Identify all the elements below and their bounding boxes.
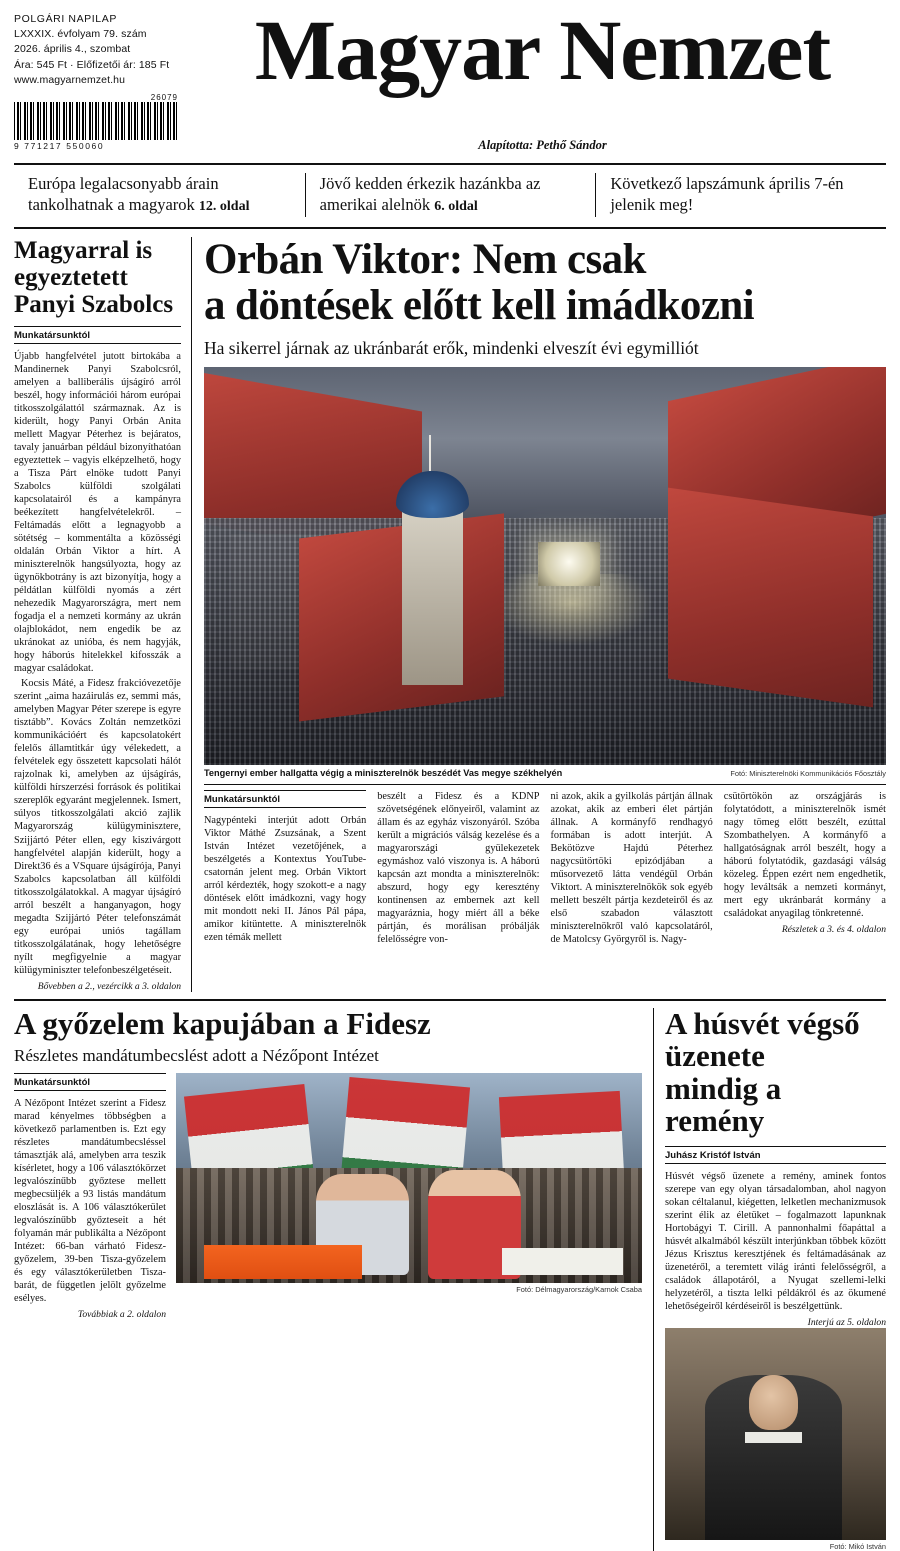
teaser-item-3[interactable] [595,173,886,217]
imprint [14,12,199,88]
masthead [14,2,886,157]
lead-photo-credit: Fotó: Miniszterelnöki Kommunikációs Főosztály [730,769,886,779]
teaser-text-3: Következő lapszámunk április 7-én jelenik meg! [610,173,844,215]
priest-head [749,1375,798,1430]
lead-headline-line-1: Orbán Viktor: Nem csak [204,235,646,283]
bottom-left-headline: A győzelem kapujában a Fidesz [14,1005,431,1041]
bottom-left-photo-block [176,1073,642,1320]
side-story-paragraph-2: Kocsis Máté, a Fidesz frakcióvezetője szerint „aima hazáirulás ez, semmi más, amelyben Magyar Péter szerepe is egyre tisztább”. Kovács Zoltán nemzetközi kommunikációért és kapcsolatokért felelős államtitkár úgy vélekedett, a felvételek egy összetett kapcsolati hálót rajzolnak ki, amelyben az újságírás, külföldi hírszerzési források és politikai szereplők egyaránt megjelennek. Ismert, súlyos titkosszolgálati akció zajlik Magyarország külügyminisztere, Szijjártó Péter ellen, egy kiszivárgott hangfelvétel alapján kiderült, hogy a Direkt36 és a VSquare újságírója, Panyi Szabolcs kapcsolatban áll külföldi titkosszolgálatokkal. A magyar újságíró arról beszélt a hanganyagon, hogy megadta Szijjártó Péter telefonszámát egy európai uniós tagállam titkosszolgálatának, hogy lehetőségre nyílt megfigyelnie a magyar külügyminiszter telefonbeszélgetéseit. [14,678,181,976]
barcode-icon [14,102,180,140]
lead-subhead: Ha sikerrel járnak az ukránbarát erők, mindenki elveszít évi egymilliót [204,338,699,359]
photo-church-tower [402,502,463,685]
side-story-byline: Munkatársunktól [14,326,181,344]
bottom-right-headline-line-2: mindig a remény [665,1070,782,1139]
lead-column-2 [377,790,539,946]
bottom-right-byline: Juhász Kristóf István [665,1146,886,1164]
lead-body-1: Nagypénteki interjút adott Orbán Viktor Máthé Zsuzsának, a Szent István Intézet vezetőjének, a beszélgetés a Kontextus YouTube-csatornán jelent meg. Orbán Viktort arról kérdezték, hogy szokott-e a nagy döntések előtt imádkozni, vagy hogy mit mondott neki II. János Pál pápa, amikor kitüntette. A miniszterelnök ezen témák mellett [204,815,367,944]
lead-body-3: ni azok, akik a gyilkolás pártján állnak azokat, akik az emberi élet pártján állnak. A kormányfő rendhagyó formában is adott interjút. A Bekötözve Hajdú Péterhez nagycsütörtöki epizódjában a műsorvezető látta vendégül Orbán Viktort. A miniszterelnökök sok egyéb mellett beszélt pártja kezdeteiről és az első szabadon választott miniszterelnökről való kapcsolatáról, de Matolcsy Györgyről is. Nagy- [550,791,713,946]
barcode-issue-number: 26079 [150,93,178,103]
teaser-item-2[interactable] [305,173,596,217]
bottom-left-subhead: Részletes mandátumbecslést adott a Nézőpont Intézet [14,1046,379,1066]
lead-jump[interactable]: Részletek a 3. és 4. oldalon [781,924,886,936]
imprint-line-5: www.magyarnemzet.hu [14,73,126,86]
teaser-page-2: 6. oldal [434,199,478,215]
lead-body-2: beszélt a Fidesz és a KDNP szövetségének előnyeiről, valamint az állam és az egyház viszonyáról. Szóba került a migrációs válság kezelése és a magyarországi gyülekezetek egymáshoz való viszonya is. A háború kapcsán azt mondta a miniszterelnök: abszurd, hogy egy keresztény kontinensen az embernek azt kell magyaráznia, hogy miért áll a béke pártján, és morálisan próbálják felelősségre von- [377,791,540,946]
lead-photo-caption: Tengernyi ember hallgatta végig a miniszterelnök beszédét Vas megye székhelyén [204,768,563,779]
lead-story [192,237,886,992]
imprint-line-1: POLGÁRI NAPILAP [14,13,117,25]
rally-photo [176,1073,642,1283]
masthead-imprint-block [14,10,199,151]
bottom-left-story [14,1005,654,1551]
rally-banner-white [502,1248,623,1275]
founder-line: Alapította: Pethő Sándor [478,137,607,152]
imprint-line-4: Ára: 545 Ft · Előfizetői ár: 185 Ft [14,58,170,71]
teaser-page-1: 12. oldal [198,199,250,215]
masthead-title-block [199,2,886,153]
side-story [14,237,192,992]
side-story-headline: Magyarral is egyeztetett Panyi Szabolcs [14,236,174,318]
lead-body-columns [204,784,886,946]
lead-column-3 [551,790,713,946]
bottom-right-photo-credit: Fotó: Mikó István [829,1542,886,1551]
bottom-left-jump[interactable]: Továbbiak a 2. oldalon [77,1309,166,1321]
side-story-paragraph-1: Újabb hangfelvétel jutott birtokába a Mandinernek Panyi Szabolcsról, amelyen a balliberális újságíró arról beszél, hogy információi három európai titkosszolgálattól származnak. Az is kiderült, hogy Panyi Orbán Anita mellett Magyar Péterhez is bejáratos, tavaly januárban például bizonyíthatóan egyeztettek – vagyis elképzelhető, hogy a Tisza Párt elnöke tudott Panyi Szabolcs külföldi szolgálati kapcsolatairól és a kampányra beékezített hangfelvételekről. – Feltámadás előtt a legnagyobb a sötétség – kommentálta a közösségi oldalán Orbán Viktor a hírt. A miniszterelnök hangsúlyozta, hogy az ügynökbotrány is azt bizonyítja, hogy a példátlan külföldi nyomás a zért nehezedik Magyarországra, mert nem fogadja el a nemzeti kormány az ukrán olajblokádot, nem engedik be az ukránokat az unióba, és nem hagyják, hogy háborús hitelekkel kifosszák a magyar családokat. [14,350,181,675]
teaser-text-2: Jövő kedden érkezik hazánkba az amerikai alelnök [319,173,541,215]
lead-column-1 [204,790,366,946]
lead-byline: Munkatársunktól [204,790,366,808]
barcode-caption: 9 771217 550060 [14,141,105,152]
main-section [14,227,886,992]
bottom-left-photo-credit: Fotó: Délmagyarország/Karnok Csaba [516,1285,642,1295]
teaser-bar [14,165,886,227]
lead-body-4: csütörtökön az országjárás is folytatódott, a miniszterelnök ismét nagy tömeg előtt beszélt, ezúttal Szombathelyen. A kormányfő a hallgatóságnak arról beszélt, hogy a háború folytatódik, gazdasági válság közeleg. Éppen ezért nem engedhetik, hogy leváltsák a nemzeti kormányt, mert egy ukránbarát kormány a családokat anyagilag tönkretenné. [723,791,886,920]
bottom-right-interview-ref[interactable]: Interjú az 5. oldalon [807,1317,886,1329]
lead-photo-block [204,367,886,778]
bottom-left-byline: Munkatársunktól [14,1073,166,1091]
lead-headline-line-2: a döntések előtt kell imádkozni [204,281,754,329]
teaser-text-1: Európa legalacsonyabb árain tankolhatnak a magyarok [28,173,219,215]
bottom-right-headline-line-1: A húsvét végső üzenete [665,1005,860,1074]
imprint-line-3: 2026. április 4., szombat [14,43,131,56]
lead-photo-caption-row [204,765,886,778]
bottom-left-text-column [14,1073,166,1320]
side-story-body [14,350,181,977]
barcode-block [14,93,184,152]
photo-stage-screen [538,542,599,586]
imprint-line-2: LXXXIX. évfolyam 79. szám [14,28,147,41]
priest-collar [745,1432,802,1443]
lead-column-4 [724,790,886,946]
teaser-item-1[interactable] [14,173,305,217]
bottom-left-body: A Nézőpont Intézet szerint a Fidesz marad kényelmes többségben a következő parlamentben is. Ezt egy részletes mandátumbecsléssel támasztják alá, amelyben arra teszik kísérletet, hogy a 106 választókörzet legvalószínűbb győztese mellett megbecsüljék a 93 listás mandátum eloszlását is. A 106 választókerület legvalószínűbb győzteseit a hét folyamán már publikálta a Nézőpont Intézet: 66-ban várható Fidesz-győzelem, 39-ben Tisza-győzelem és egy választókerületben Tisza-barát, de független jelölt győzelme esélyes. [14,1098,166,1305]
bottom-right-story [654,1005,886,1551]
rally-banner-orange [204,1245,362,1279]
page-title: Magyar Nemzet [254,2,831,98]
bottom-right-body: Húsvét végső üzenete a remény, aminek fontos szerepe van egy olyan társadalomban, ahol nagyon sokan céltalanul, kiégetten, lelketlen mechanizmusok szerint élik az életüket – fogalmazott lapunknak Hortobágyi T. Cirill. A pannonhalmi főapáttal a húsvét alkalmából készült interjúnkban többek között Jézus Krisztus keresztjének és feltámadásának az üzenetéről, a teremtett világ iránti felelősségről, a családok állapotáról, a Nyugat szellemi-lelki helyzetéről, a tiszta lelki példákról és az ökumené lehetőségeiről kérdéseiről is beszélgettünk. [665,1170,886,1313]
photo-church-cross-icon [429,435,431,471]
bottom-section [14,999,886,1551]
priest-photo [665,1328,886,1540]
side-story-jump[interactable]: Bővebben a 2., vezércikk a 3. oldalon [37,980,181,992]
bottom-left-columns [14,1073,642,1320]
lead-photo [204,367,886,765]
photo-roof-right-lower [668,488,873,708]
